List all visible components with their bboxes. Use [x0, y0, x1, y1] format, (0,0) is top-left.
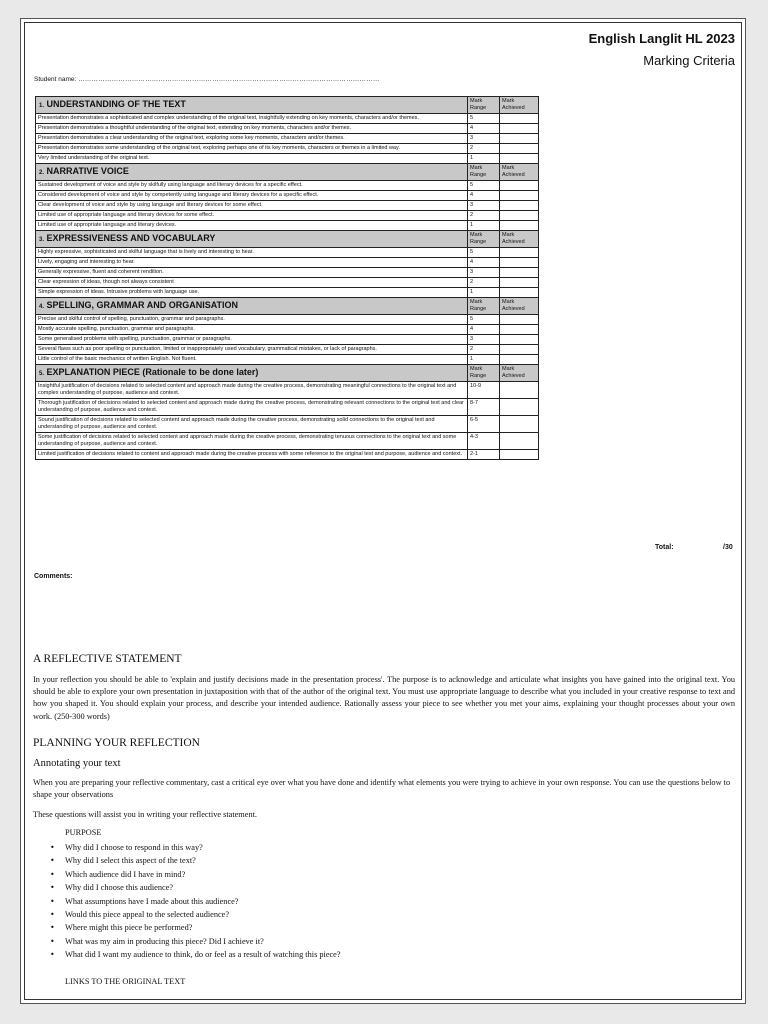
- section-title-text: UNDERSTANDING OF THE TEXT: [46, 99, 186, 109]
- criterion-mark-achieved-cell[interactable]: [500, 154, 539, 164]
- section-title: [36, 365, 468, 382]
- section-header-row: [36, 298, 539, 315]
- criterion-mark-achieved-cell[interactable]: [500, 114, 539, 124]
- purpose-question-item: • Would this piece appeal to the selected audience?: [65, 908, 341, 921]
- criterion-mark-range: 6-5: [468, 416, 500, 433]
- criterion-mark-range: 4: [468, 325, 500, 335]
- criterion-mark-achieved-cell[interactable]: [500, 325, 539, 335]
- section-header-row: [36, 365, 539, 382]
- criterion-description: Simple expression of ideas. Intrusive problems with language use.: [36, 288, 468, 298]
- criterion-mark-range: 3: [468, 134, 500, 144]
- purpose-question-item: • Why did I select this aspect of the text?: [65, 854, 341, 867]
- criterion-mark-range: 4-3: [468, 433, 500, 450]
- criterion-mark-range: 4: [468, 124, 500, 134]
- criterion-row: [36, 315, 539, 325]
- criterion-row: [36, 345, 539, 355]
- mark-achieved-header: Mark Achieved: [500, 97, 539, 114]
- criterion-description: Insightful justification of decisions related to selected content and approach made during the creative process, demonstrating meaningful connections to the original text and complex understanding of purpose, audience and context.: [36, 382, 468, 399]
- section-number: 4.: [39, 304, 45, 310]
- section-number: 3.: [39, 237, 45, 243]
- criterion-description: Presentation demonstrates a sophisticated and complex understanding of the original text, insightfully extending on key moments, characters and/or themes.: [36, 114, 468, 124]
- criterion-description: Presentation demonstrates some understanding of the original text, exploring perhaps one of its key moments, characters or themes in a limited way.: [36, 144, 468, 154]
- criterion-description: Little control of the basic mechanics of written English. Not fluent.: [36, 355, 468, 365]
- criterion-mark-achieved-cell[interactable]: [500, 221, 539, 231]
- criterion-mark-achieved-cell[interactable]: [500, 335, 539, 345]
- purpose-question-item: • Where might this piece be performed?: [65, 921, 341, 934]
- criterion-row: [36, 201, 539, 211]
- questions-intro: These questions will assist you in writing your reflective statement.: [33, 810, 257, 819]
- criterion-mark-achieved-cell[interactable]: [500, 211, 539, 221]
- criterion-description: Lively, engaging and interesting to hear.: [36, 258, 468, 268]
- student-name-field[interactable]: ………………………………………………………………………………………………………………………: [78, 76, 380, 83]
- criterion-mark-range: 4: [468, 258, 500, 268]
- criterion-mark-range: 4: [468, 191, 500, 201]
- section-title: [36, 231, 468, 248]
- criterion-row: [36, 288, 539, 298]
- criterion-row: [36, 335, 539, 345]
- criterion-row: [36, 355, 539, 365]
- criterion-description: Some justification of decisions related to selected content and approach made during the creative process, demonstrating tenuous connections to the original text and some understanding of purpose, audience and context.: [36, 433, 468, 450]
- criterion-row: [36, 154, 539, 164]
- planning-heading: PLANNING YOUR REFLECTION: [33, 737, 200, 749]
- criterion-mark-achieved-cell[interactable]: [500, 181, 539, 191]
- criterion-description: Presentation demonstrates a thoughtful understanding of the original text, extending on key moments, characters and/or themes.: [36, 124, 468, 134]
- section-title: [36, 298, 468, 315]
- criterion-mark-achieved-cell[interactable]: [500, 248, 539, 258]
- total-label: Total:: [655, 544, 674, 551]
- criterion-row: [36, 399, 539, 416]
- criterion-mark-achieved-cell[interactable]: [500, 124, 539, 134]
- criterion-mark-achieved-cell[interactable]: [500, 191, 539, 201]
- reflective-statement-body: In your reflection you should be able to 'explain and justify decisions made in the presentation process'. The purpose is to acknowledge and articulate what insights you have gained into the original text. You should be able to explore your own presentation in juxtaposition with that of the author of the original text. You must use appropriate language to describe what you included in your creative response to text and how you shaped it. You should explain your process, and describe your intended audience. Rationally assess your piece to see whether you met your aims, explaining your thought processes about your own work. (250-300 words): [33, 675, 735, 721]
- criterion-row: [36, 433, 539, 450]
- criterion-mark-achieved-cell[interactable]: [500, 278, 539, 288]
- criterion-row: [36, 382, 539, 399]
- criterion-row: [36, 181, 539, 191]
- criterion-description: Highly expressive, sophisticated and skilful language that is lively and interesting to hear.: [36, 248, 468, 258]
- criterion-mark-range: 2-1: [468, 450, 500, 460]
- criterion-row: [36, 134, 539, 144]
- mark-range-header: Mark Range: [468, 164, 500, 181]
- document-title: English Langlit HL 2023: [588, 31, 735, 46]
- criterion-mark-achieved-cell[interactable]: [500, 315, 539, 325]
- criterion-description: Presentation demonstrates a clear understanding of the original text, exploring some key moments, characters and/or themes.: [36, 134, 468, 144]
- student-name-line: [34, 76, 380, 83]
- mark-range-header: Mark Range: [468, 365, 500, 382]
- mark-range-header: Mark Range: [468, 231, 500, 248]
- criterion-description: Some generalised problems with spelling, punctuation, grammar or paragraphs.: [36, 335, 468, 345]
- criterion-mark-range: 2: [468, 211, 500, 221]
- criterion-row: [36, 248, 539, 258]
- criterion-mark-range: 2: [468, 144, 500, 154]
- criterion-description: Sustained development of voice and style by skilfully using language and literary devices for a specific effect.: [36, 181, 468, 191]
- criterion-mark-achieved-cell[interactable]: [500, 399, 539, 416]
- criterion-mark-range: 5: [468, 114, 500, 124]
- criterion-row: [36, 278, 539, 288]
- criterion-mark-range: 1: [468, 355, 500, 365]
- criterion-description: Precise and skilful control of spelling, punctuation, grammar and paragraphs.: [36, 315, 468, 325]
- criterion-row: [36, 258, 539, 268]
- criterion-mark-achieved-cell[interactable]: [500, 433, 539, 450]
- criterion-description: Mostly accurate spelling, punctuation, grammar and paragraphs.: [36, 325, 468, 335]
- purpose-question-item: • What was my aim in producing this piece? Did I achieve it?: [65, 935, 341, 948]
- criterion-description: Generally expressive, fluent and coherent rendition.: [36, 268, 468, 278]
- purpose-questions-list: [65, 841, 341, 962]
- section-title-text: SPELLING, GRAMMAR AND ORGANISATION: [46, 300, 239, 310]
- criterion-mark-achieved-cell[interactable]: [500, 144, 539, 154]
- mark-achieved-header: Mark Achieved: [500, 164, 539, 181]
- criterion-mark-range: 1: [468, 154, 500, 164]
- reflective-statement-heading: A REFLECTIVE STATEMENT: [33, 653, 182, 665]
- mark-achieved-header: Mark Achieved: [500, 298, 539, 315]
- total-value: /30: [723, 544, 733, 551]
- criterion-description: Sound justification of decisions related to selected content and approach made during the creative process, demonstrating solid connections to the original text and understanding of purpose, audience and context.: [36, 416, 468, 433]
- annotating-body: When you are preparing your reflective commentary, cast a critical eye over what you have done and identify what elements you were trying to achieve in your own response. You can use the questions below to shape your observations: [33, 778, 731, 800]
- criterion-description: Considered development of voice and style by competently using language and literary devices for a specific effect.: [36, 191, 468, 201]
- criterion-row: [36, 114, 539, 124]
- criterion-mark-achieved-cell[interactable]: [500, 450, 539, 460]
- section-title-text: EXPLANATION PIECE (Rationale to be done later): [46, 367, 259, 377]
- section-header-row: [36, 231, 539, 248]
- criterion-row: [36, 268, 539, 278]
- document-page: [24, 22, 742, 1000]
- purpose-question-item: • Why did I choose this audience?: [65, 881, 341, 894]
- comments-label: Comments:: [34, 573, 73, 580]
- section-header-row: [36, 164, 539, 181]
- criterion-row: [36, 450, 539, 460]
- criterion-mark-range: 1: [468, 288, 500, 298]
- criterion-mark-achieved-cell[interactable]: [500, 345, 539, 355]
- criterion-description: Limited use of appropriate language and literary devices.: [36, 221, 468, 231]
- section-title: [36, 97, 468, 114]
- criterion-row: [36, 211, 539, 221]
- criterion-mark-range: 3: [468, 268, 500, 278]
- criterion-mark-achieved-cell[interactable]: [500, 416, 539, 433]
- criterion-description: Clear expression of ideas, though not always consistent: [36, 278, 468, 288]
- purpose-question-item: • Why did I choose to respond in this way?: [65, 841, 341, 854]
- criterion-mark-range: 1: [468, 221, 500, 231]
- criterion-description: Limited use of appropriate language and literary devices for some effect.: [36, 211, 468, 221]
- section-title: [36, 164, 468, 181]
- mark-achieved-header: Mark Achieved: [500, 365, 539, 382]
- criterion-row: [36, 416, 539, 433]
- student-name-label: Student name:: [34, 76, 77, 83]
- section-number: 1.: [39, 103, 45, 109]
- criterion-mark-range: 5: [468, 248, 500, 258]
- mark-range-header: Mark Range: [468, 298, 500, 315]
- section-number: 2.: [39, 170, 45, 176]
- criterion-mark-achieved-cell[interactable]: [500, 134, 539, 144]
- criterion-row: [36, 325, 539, 335]
- marking-criteria-table: [35, 96, 539, 460]
- criterion-mark-achieved-cell[interactable]: [500, 382, 539, 399]
- section-number: 5.: [39, 371, 45, 377]
- purpose-heading: PURPOSE: [65, 828, 102, 837]
- links-heading: LINKS TO THE ORIGINAL TEXT: [65, 977, 186, 986]
- criterion-mark-achieved-cell[interactable]: [500, 355, 539, 365]
- criterion-mark-achieved-cell[interactable]: [500, 288, 539, 298]
- criterion-description: Limited justification of decisions related to content and approach made during the creative process with some reference to the original text and purpose, audience and context.: [36, 450, 468, 460]
- document-subtitle: Marking Criteria: [643, 53, 735, 68]
- criterion-description: Very limited understanding of the original text.: [36, 154, 468, 164]
- criterion-mark-achieved-cell[interactable]: [500, 201, 539, 211]
- criterion-row: [36, 221, 539, 231]
- mark-range-header: Mark Range: [468, 97, 500, 114]
- purpose-question-item: • What did I want my audience to think, do or feel as a result of watching this piece?: [65, 948, 341, 961]
- annotating-subheading: Annotating your text: [33, 758, 121, 769]
- section-title-text: EXPRESSIVENESS AND VOCABULARY: [46, 233, 216, 243]
- criterion-mark-range: 2: [468, 345, 500, 355]
- criterion-description: Thorough justification of decisions related to selected content and approach made during the creative process, demonstrating relevant connections to the original text and clear understanding of purpose, audience and context.: [36, 399, 468, 416]
- purpose-question-item: • What assumptions have I made about this audience?: [65, 895, 341, 908]
- section-title-text: NARRATIVE VOICE: [46, 166, 129, 176]
- criterion-description: Several flaws such as poor spelling or punctuation, limited or inappropriately used vocabulary, grammatical mistakes, or lack of paragraphs.: [36, 345, 468, 355]
- mark-achieved-header: Mark Achieved: [500, 231, 539, 248]
- criterion-mark-range: 8-7: [468, 399, 500, 416]
- criterion-row: [36, 144, 539, 154]
- criterion-row: [36, 191, 539, 201]
- criterion-mark-range: 5: [468, 181, 500, 191]
- criterion-description: Clear development of voice and style by using language and literary devices for some effect.: [36, 201, 468, 211]
- section-header-row: [36, 97, 539, 114]
- criterion-mark-achieved-cell[interactable]: [500, 268, 539, 278]
- purpose-question-item: • Which audience did I have in mind?: [65, 868, 341, 881]
- criterion-row: [36, 124, 539, 134]
- criterion-mark-range: 10-9: [468, 382, 500, 399]
- criterion-mark-range: 3: [468, 201, 500, 211]
- criterion-mark-range: 5: [468, 315, 500, 325]
- criterion-mark-achieved-cell[interactable]: [500, 258, 539, 268]
- criterion-mark-range: 2: [468, 278, 500, 288]
- criterion-mark-range: 3: [468, 335, 500, 345]
